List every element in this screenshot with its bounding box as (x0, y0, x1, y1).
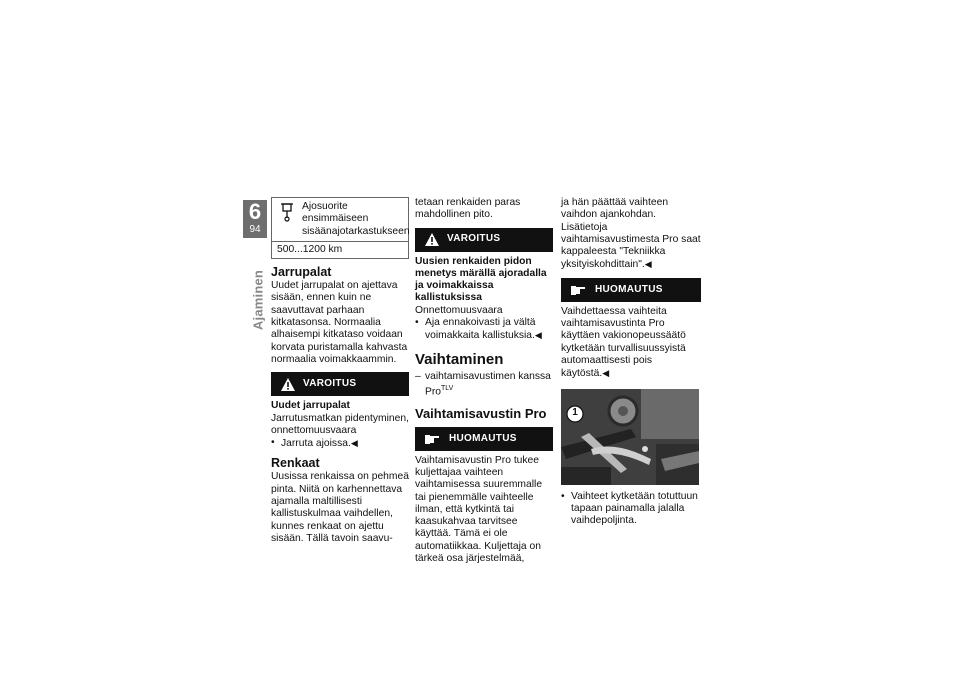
photo-callout-number: 1 (572, 406, 578, 418)
warning-banner-2 (415, 228, 553, 252)
warning-bullet-text: Aja ennakoivasti ja vältä voimakkaita kallistuksia. (425, 317, 536, 342)
dash-marker: – (415, 370, 421, 382)
shift-assist-text-continued: ja hän päättää vaihteen vaihdon ajankohdan. (561, 197, 669, 221)
shift-pedal-bullet-text: Vaihteet kytketään totuttuun tapaan painamalla jalalla vaihdepoljinta. (571, 490, 698, 527)
warning-title: Uudet jarrupalat (271, 400, 350, 412)
break-in-box-heading (272, 198, 408, 242)
break-in-box-heading-text: Ajosuorite ensimmäiseen sisäänajotarkastukseen (302, 201, 410, 237)
notice-text-body: Vaihdettaessa vaihteita vaihtamisavustinta Pro käyttäen vakionopeussäätö kytketään turvallisuussyistä automaattisesti pois käytöstä. (561, 305, 686, 380)
warning-bullet (415, 317, 553, 343)
end-mark-icon: ◀ (350, 438, 358, 449)
tires-text-continued: tetaan renkaiden paras mahdollinen pito. (415, 197, 521, 221)
end-mark-icon: ◀ (534, 330, 542, 341)
column-1 (271, 197, 409, 545)
warning-text: Onnettomuusvaara (415, 304, 503, 316)
tires-heading: Renkaat (271, 456, 320, 471)
warning-label: VAROITUS (303, 378, 357, 390)
brakes-text: Uudet jarrupalat on ajettava sisään, ennen kuin ne saavuttavat parhaan kitkatasonsa. Normaalia alhaisempi kitkataso voidaan korvata puristamalla kahvasta normaalia voimakkaammin. (271, 280, 408, 365)
notice-label: HUOMAUTUS (449, 432, 517, 444)
warning-bullet-text: Jarruta ajoissa. (281, 438, 351, 450)
more-info-text (561, 222, 701, 272)
tires-text: Uusissa renkaissa on pehmeä pinta. Niitä on karhennettava ajamalla maltillisesti kallistuskulmaa vaihdellen, kunnes renkaat on ajettu sisään. Tällä tavoin saavu- (271, 471, 409, 544)
more-info-text-body: Lisätietoja vaihtamisavustimesta Pro saat kappaleesta "Tekniikka yksityiskohdittain". (561, 221, 701, 271)
engine-piston-icon (276, 201, 298, 223)
notice-label: HUOMAUTUS (595, 283, 663, 295)
shift-pedal-bullet (561, 491, 701, 528)
chapter-title-text: Ajaminen (250, 269, 266, 331)
chapter-title (248, 260, 268, 340)
brakes-heading: Jarrupalat (271, 265, 332, 280)
end-mark-icon: ◀ (644, 259, 652, 270)
shift-option-sup: TLV (441, 384, 454, 392)
hand-pointer-icon (571, 284, 587, 296)
shifting-heading: Vaihtaminen (415, 350, 504, 368)
hand-pointer-icon (425, 433, 441, 445)
warning-triangle-icon (281, 378, 295, 391)
notice-banner-2 (561, 278, 701, 302)
shift-option (415, 371, 553, 399)
end-mark-icon: ◀ (602, 368, 610, 379)
column-2 (415, 197, 553, 565)
warning-title: Uusien renkaiden pidon menetys märällä ajoradalla ja voimakkaissa kallistuksissa (415, 255, 547, 304)
break-in-box (271, 197, 409, 259)
shift-option-text: vaihtamisavustimen kanssa Pro (425, 370, 551, 398)
bullet-marker: • (271, 437, 275, 449)
bullet-marker: • (415, 317, 419, 329)
shift-pedal-photo (561, 389, 699, 485)
chapter-tab (243, 200, 267, 238)
notice-banner (415, 427, 553, 451)
shift-assist-text: Vaihtamisavustin Pro tukee kuljettajaa vaihteen vaihtamisessa suuremmalle tai pienemmälle vaihteelle ilman, että kytkintä tai kaasukahvaa tarvitsee käyttää. Tämä ei ole automatiikkaa. Kuljettaja on tärkeä osa järjestelmää, (415, 454, 543, 565)
shift-pedal-illustration (561, 389, 699, 485)
bullet-marker: • (561, 490, 565, 502)
warning-label: VAROITUS (447, 233, 501, 245)
column-3 (561, 197, 701, 527)
page-number: 94 (249, 224, 261, 235)
warning-banner (271, 372, 409, 396)
warning-text: Jarrutusmatkan pidentyminen, onnettomuusvaara (271, 412, 409, 436)
warning-triangle-icon (425, 233, 439, 246)
notice-text (561, 306, 701, 381)
break-in-box-value: 500...1200 km (277, 243, 343, 255)
shift-assist-heading: Vaihtamisavustin Pro (415, 405, 547, 421)
chapter-number: 6 (248, 199, 262, 224)
warning-bullet (271, 437, 409, 450)
